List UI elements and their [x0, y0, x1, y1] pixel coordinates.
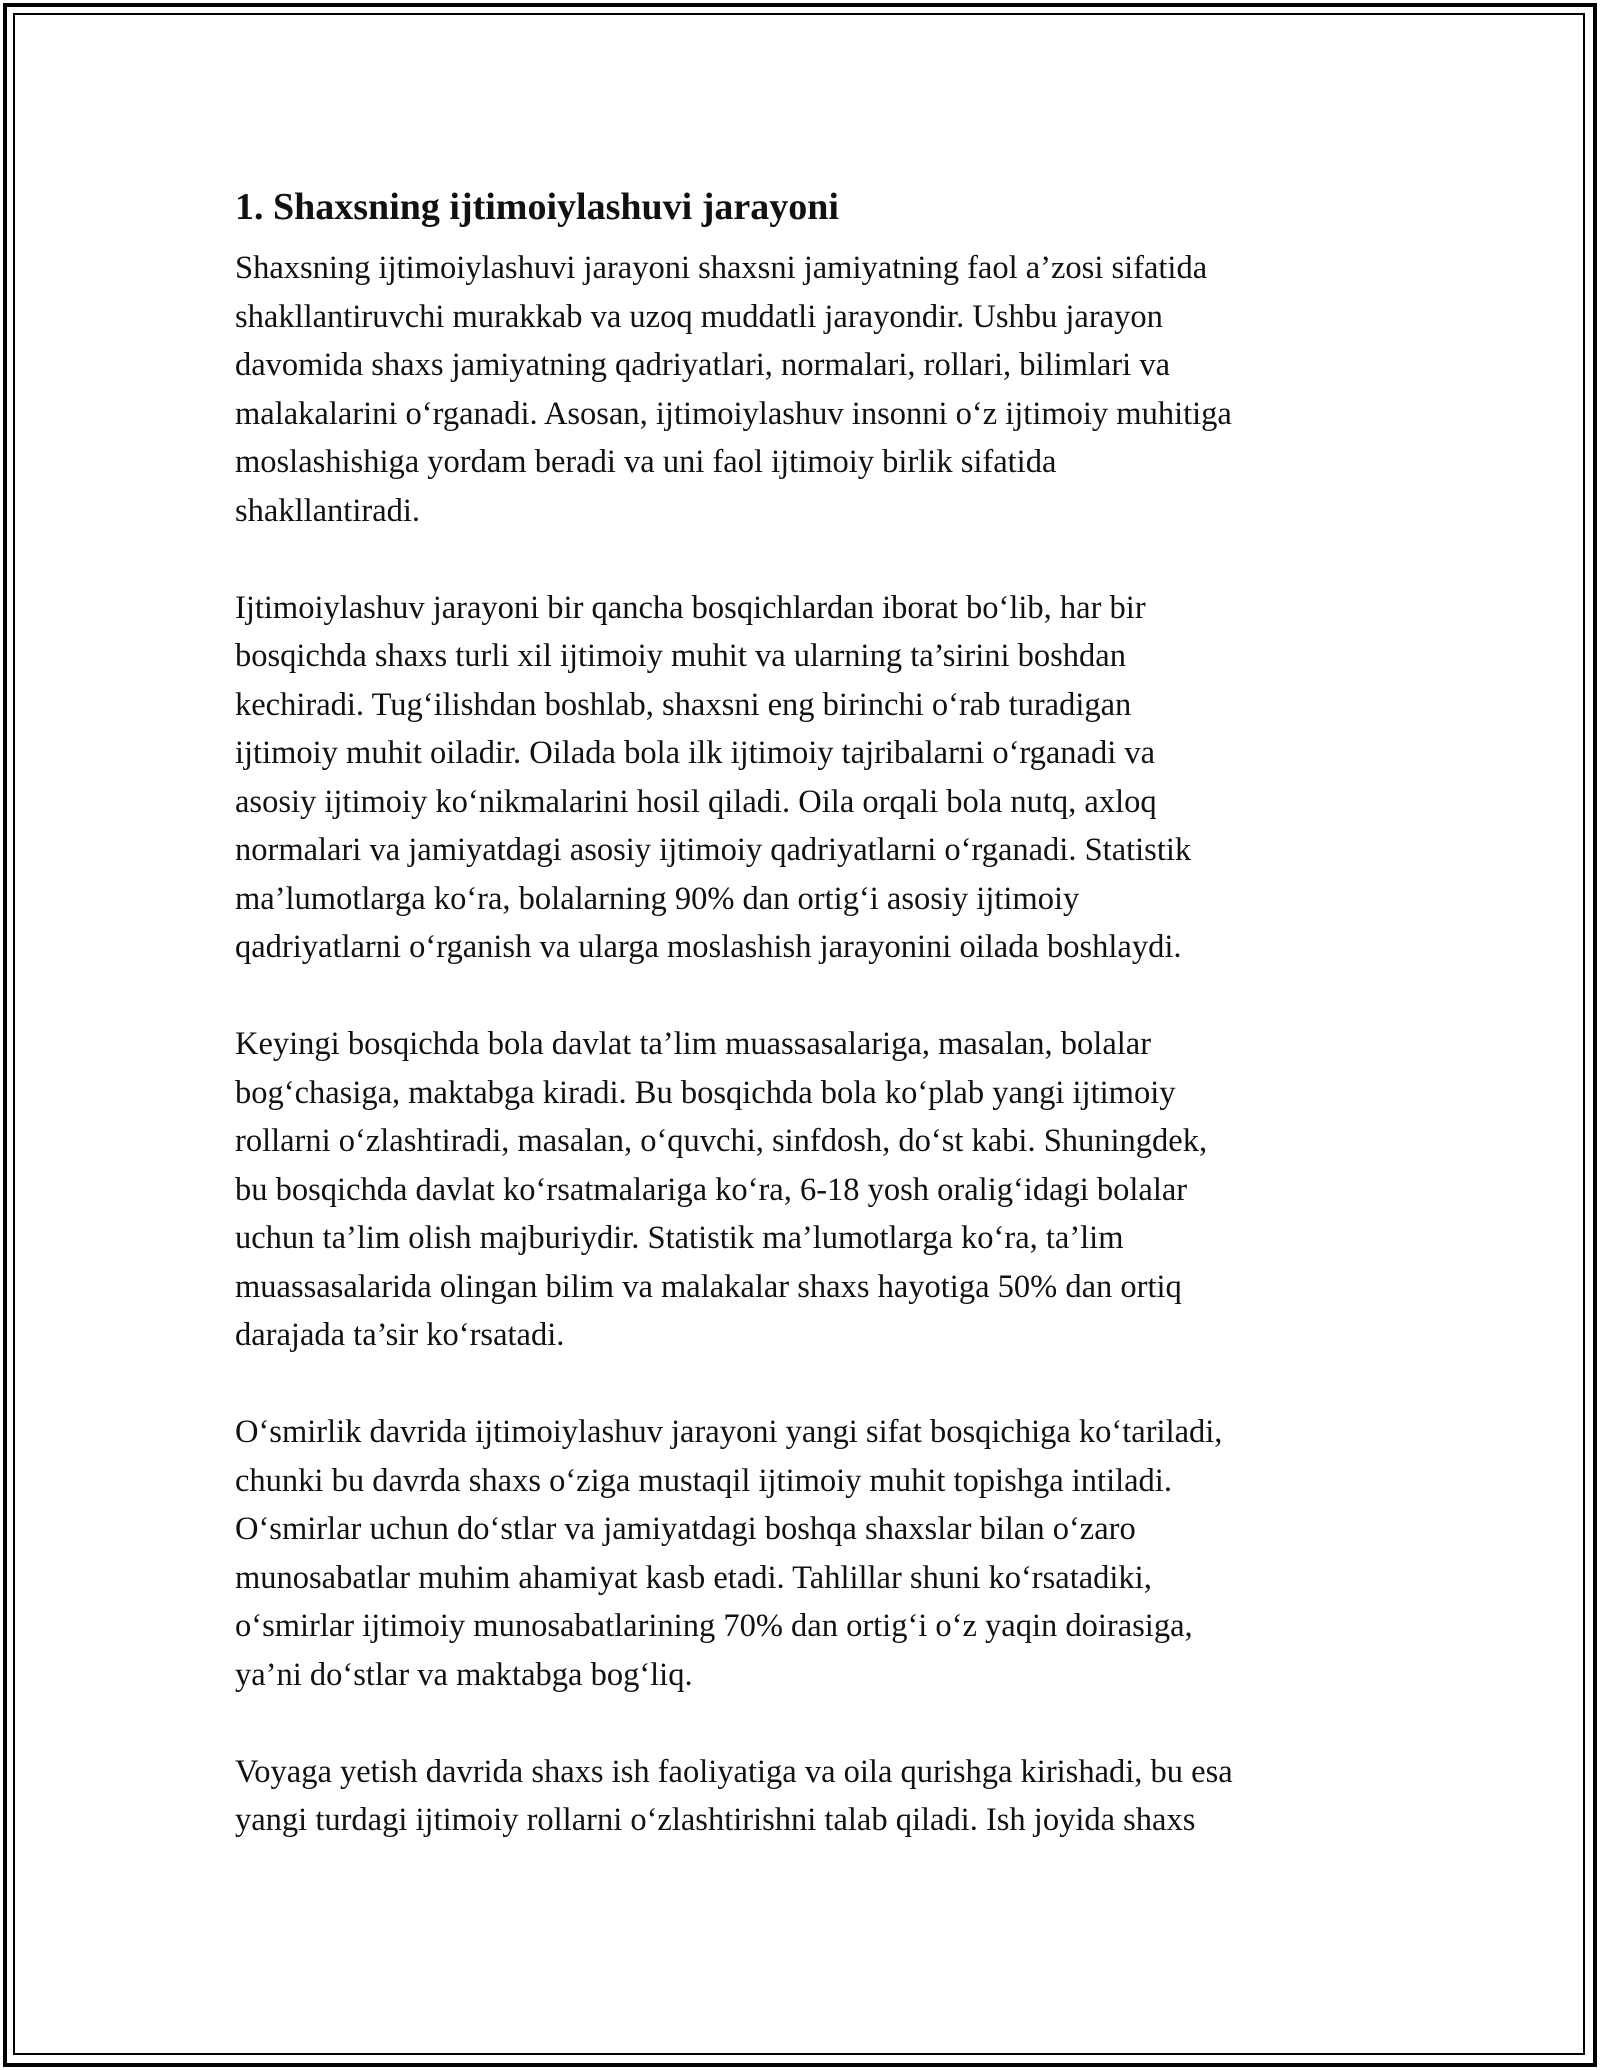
paragraph-container — [235, 244, 1395, 1845]
text-line: O‘smirlik davrida ijtimoiylashuv jarayoni yangi sifat bosqichiga ko‘tariladi, — [235, 1414, 1223, 1450]
text-line: Keyingi bosqichda bola davlat ta’lim muassasalariga, masalan, bolalar — [235, 1026, 1152, 1062]
paragraph-3 — [235, 1020, 1395, 1360]
text-line: shakllantiradi. — [235, 492, 421, 529]
text-line: munosabatlar muhim ahamiyat kasb etadi. Tahlillar shuni ko‘rsatadiki, — [235, 1559, 1152, 1596]
paragraph-5 — [235, 1748, 1395, 1845]
text-line: moslashishiga yordam beradi va uni faol ijtimoiy birlik sifatida — [235, 444, 1057, 480]
text-line: bu bosqichda davlat ko‘rsatmalariga ko‘ra, 6-18 yosh oralig‘idagi bolalar — [235, 1171, 1188, 1208]
text-line: malakalarini o‘rganadi. Asosan, ijtimoiylashuv insonni o‘z ijtimoiy muhitiga — [235, 395, 1232, 432]
text-line: qadriyatlarni o‘rganish va ularga moslashish jarayonini oilada boshlaydi. — [235, 929, 1182, 965]
text-line: normalari va jamiyatdagi asosiy ijtimoiy qadriyatlarni o‘rganadi. Statistik — [235, 832, 1192, 868]
text-line: darajada ta’sir ko‘rsatadi. — [235, 1317, 565, 1353]
text-line: davomida shaxs jamiyatning qadriyatlari, normalari, rollari, bilimlari va — [235, 347, 1171, 383]
text-line: ma’lumotlarga ko‘ra, bolalarning 90% dan ortig‘i asosiy ijtimoiy — [235, 880, 1080, 917]
text-line: rollarni o‘zlashtiradi, masalan, o‘quvchi, sinfdosh, do‘st kabi. Shuningdek, — [235, 1123, 1208, 1159]
text-line: uchun ta’lim olish majburiydir. Statistik ma’lumotlarga ko‘ra, ta’lim — [235, 1220, 1124, 1256]
document-body — [235, 182, 1395, 1893]
text-line: shakllantiruvchi murakkab va uzoq muddatli jarayondir. Ushbu jarayon — [235, 298, 1163, 335]
text-line: asosiy ijtimoiy ko‘nikmalarini hosil qiladi. Oila orqali bola nutq, axloq — [235, 783, 1157, 820]
paragraph-1 — [235, 244, 1395, 535]
text-line: kechiradi. Tug‘ilishdan boshlab, shaxsni eng birinchi o‘rab turadigan — [235, 686, 1132, 723]
text-line: O‘smirlar uchun do‘stlar va jamiyatdagi boshqa shaxslar bilan o‘zaro — [235, 1511, 1136, 1547]
paragraph-4 — [235, 1408, 1395, 1699]
text-line: Shaxsning ijtimoiylashuvi jarayoni shaxsni jamiyatning faol a’zosi sifatida — [235, 250, 1208, 286]
text-line: ya’ni do‘stlar va maktabga bog‘liq. — [235, 1656, 693, 1693]
text-line: bosqichda shaxs turli xil ijtimoiy muhit va ularning ta’sirini boshdan — [235, 638, 1126, 674]
text-line: muassasalarida olingan bilim va malakalar shaxs hayotiga 50% dan ortiq — [235, 1268, 1182, 1305]
text-line: chunki bu davrda shaxs o‘ziga mustaqil ijtimoiy muhit topishga intiladi. — [235, 1462, 1172, 1499]
text-line: bog‘chasiga, maktabga kiradi. Bu bosqichda bola ko‘plab yangi ijtimoiy — [235, 1074, 1176, 1111]
section-heading: 1. Shaxsning ijtimoiylashuvi jarayoni — [235, 186, 839, 228]
paragraph-2 — [235, 584, 1395, 972]
text-line: o‘smirlar ijtimoiy munosabatlarining 70% dan ortig‘i o‘z yaqin doirasiga, — [235, 1608, 1193, 1644]
text-line: Ijtimoiylashuv jarayoni bir qancha bosqichlardan iborat bo‘lib, har bir — [235, 589, 1146, 626]
text-line: ijtimoiy muhit oiladir. Oilada bola ilk ijtimoiy tajribalarni o‘rganadi va — [235, 735, 1156, 771]
text-line: Voyaga yetish davrida shaxs ish faoliyatiga va oila qurishga kirishadi, bu esa — [235, 1753, 1233, 1790]
text-line: yangi turdagi ijtimoiy rollarni o‘zlashtirishni talab qiladi. Ish joyida shaxs — [235, 1802, 1196, 1838]
